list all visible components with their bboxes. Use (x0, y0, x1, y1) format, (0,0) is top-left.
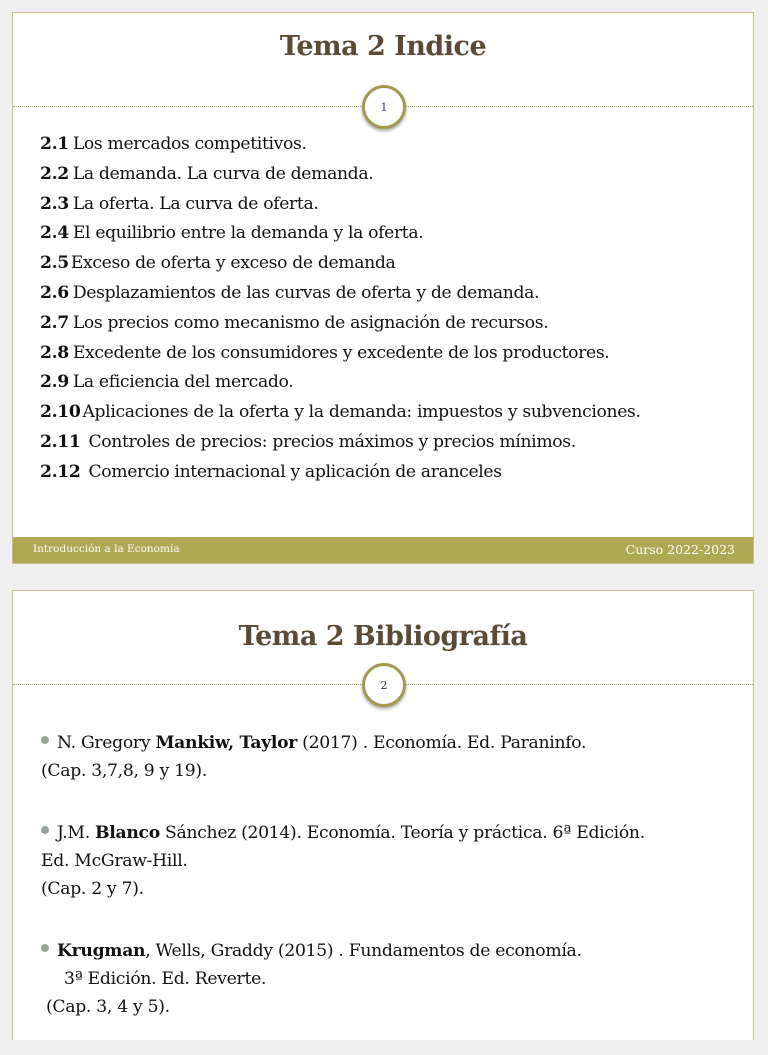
list-item (40, 219, 641, 249)
list-item (40, 279, 641, 309)
entry-publisher: 3ª Edición. Ed. Reverte. (64, 969, 267, 989)
entry-author: Krugman (57, 941, 146, 961)
slide-indice (12, 12, 754, 564)
entry-chapters: (Cap. 3, 4 y 5). (46, 997, 170, 1017)
item-number: 2.3 (40, 193, 69, 214)
list-item (40, 249, 641, 279)
list-item (40, 190, 641, 220)
bullet-icon (41, 736, 49, 744)
item-number: 2.1 (40, 134, 69, 154)
entry-text: J.M. (57, 823, 96, 843)
item-number: 2.12 (40, 461, 81, 482)
bibliography-entry (41, 729, 741, 785)
item-text: Comercio internacional y aplicación de aranceles (88, 461, 502, 482)
slide-bibliografia (12, 590, 754, 1040)
item-number: 2.11 (40, 431, 81, 452)
slide-number-badge (362, 85, 406, 129)
entry-chapters: (Cap. 2 y 7). (41, 879, 144, 899)
item-text: La eficiencia del mercado. (72, 372, 294, 393)
item-number: 2.5 (40, 253, 69, 274)
item-text: La demanda. La curva de demanda. (72, 163, 374, 184)
list-item (40, 458, 641, 488)
item-number: 2.4 (40, 223, 69, 244)
item-number: 2.2 (40, 163, 69, 184)
item-text: Excedente de los consumidores y excedente de los productores. (72, 342, 610, 363)
item-text: Los precios como mecanismo de asignación de recursos. (72, 312, 549, 333)
list-item (40, 309, 641, 339)
list-item (40, 398, 641, 428)
bibliography-entry (41, 937, 741, 1021)
entry-chapters: (Cap. 3,7,8, 9 y 19). (41, 761, 208, 781)
slide-title: Tema 2 Bibliografía (238, 621, 528, 652)
list-item (40, 368, 641, 398)
item-number: 2.6 (40, 282, 69, 303)
topic-list (40, 130, 641, 488)
item-text: Exceso de oferta y exceso de demanda (70, 253, 396, 274)
item-number: 2.9 (40, 372, 69, 393)
item-text: Aplicaciones de la oferta y la demanda: impuestos y subvenciones. (82, 402, 641, 423)
entry-author: Blanco (95, 823, 160, 843)
bibliography-list (41, 729, 741, 1055)
list-item (40, 339, 641, 369)
entry-text: , Wells, Graddy (2015) . Fundamentos de economía. (145, 941, 582, 961)
item-text: Desplazamientos de las curvas de oferta y de demanda. (72, 282, 540, 303)
entry-text: Sánchez (2014). Economía. Teoría y práctica. 6ª Edición. (159, 823, 645, 843)
bullet-icon (41, 826, 49, 834)
slide-number-badge (362, 663, 406, 707)
entry-text: N. Gregory (57, 733, 156, 753)
slide-footer (13, 537, 753, 563)
item-number: 2.8 (40, 342, 69, 363)
bibliography-entry (41, 819, 741, 903)
list-item (40, 428, 641, 458)
item-text: La oferta. La curva de oferta. (72, 193, 319, 214)
item-number: 2.7 (40, 312, 69, 333)
slide-title: Tema 2 Indice (279, 31, 487, 62)
item-text: El equilibrio entre la demanda y la oferta. (72, 223, 424, 244)
item-text: Los mercados competitivos. (72, 134, 307, 154)
slide-number: 2 (380, 678, 388, 692)
list-item (40, 130, 641, 160)
entry-publisher: Ed. McGraw-Hill. (41, 851, 188, 871)
list-item (40, 160, 641, 190)
course-name: Introducción a la Economía (33, 543, 180, 555)
entry-text: (2017) . Economía. Ed. Paraninfo. (297, 733, 587, 753)
entry-author: Mankiw, Taylor (155, 733, 298, 753)
item-text: Controles de precios: precios máximos y precios mínimos. (88, 431, 576, 452)
bullet-icon (41, 944, 49, 952)
course-year: Curso 2022-2023 (625, 542, 735, 557)
item-number: 2.10 (40, 402, 81, 423)
slide-number: 1 (380, 100, 388, 114)
